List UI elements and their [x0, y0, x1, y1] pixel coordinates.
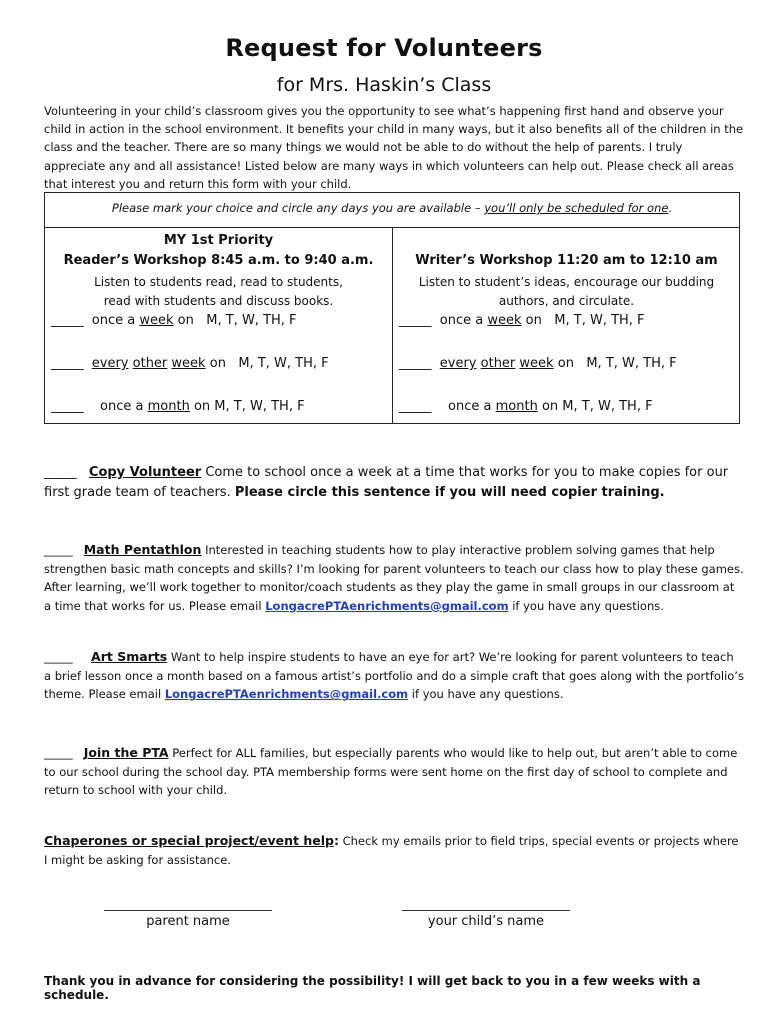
readers-weekly-option[interactable]: _____ once a week on M, T, W, TH, F: [51, 313, 297, 328]
header-end: .: [668, 201, 673, 215]
copy-volunteer-section: [44, 463, 744, 503]
writers-workshop-title: Writer’s Workshop 11:20 am to 12:10 am: [415, 253, 718, 268]
checkbox-blank[interactable]: _____: [44, 465, 77, 480]
writers-desc-2: authors, and circulate.: [498, 294, 635, 308]
checkbox-blank[interactable]: _____: [51, 399, 84, 414]
child-name-line[interactable]: ____________________________: [402, 897, 570, 911]
checkbox-blank[interactable]: _____: [51, 313, 84, 328]
art-email-link[interactable]: LongacrePTAenrichments@gmail.com: [164, 687, 409, 702]
days-list[interactable]: M, T, W, TH, F: [554, 313, 645, 328]
checkbox-blank[interactable]: _____: [44, 650, 73, 664]
page-title: Request for Volunteers: [225, 34, 543, 62]
parent-name-line[interactable]: ____________________________: [104, 897, 272, 911]
readers-every-other-week-option[interactable]: _____ every other week on M, T, W, TH, F: [51, 356, 329, 371]
writers-desc-1: Listen to student’s ideas, encourage our budding: [418, 275, 715, 289]
join-pta-section: [44, 744, 744, 800]
child-name-label: your child’s name: [427, 914, 545, 929]
days-list[interactable]: M, T, W, TH, F: [238, 356, 329, 371]
priority-label: MY 1st Priority: [163, 233, 274, 248]
checkbox-blank[interactable]: _____: [399, 399, 432, 414]
chaperones-section: Chaperones or special project/event help: Check my emails prior to field trips, special events or projects where I might be asking for assistance.: [44, 833, 739, 867]
page-subtitle: for Mrs. Haskin’s Class: [276, 74, 492, 96]
header-text: Please mark your choice and circle any days you are available –: [111, 201, 485, 215]
intro-paragraph: Volunteering in your child’s classroom gives you the opportunity to see what’s happening first hand and observe your child in action in the school environment. It benefits your child in many ways, but it also benefits all of the children in the class and the teacher. There are so many things we would not be able to do without the help of parents. I truly appreciate any and all assistance! Listed below are many ways in which volunteers can help out. Please check all areas that interest you and return this form with your child.: [44, 104, 744, 191]
art-smarts-section: _____ Art Smarts Want to help inspire students to have an eye for art? We’re looking for parent volunteers to teach a brief lesson once a month based on a famous artist’s portfolio and do a simple craft that goes along with the portfolio’s theme. Please email LongacrePTAenrichments@gmail.com if you have any questions.: [44, 649, 744, 702]
writers-every-other-week-option[interactable]: _____ every other week on M, T, W, TH, F: [399, 356, 677, 371]
days-list[interactable]: M, T, W, TH, F: [214, 399, 305, 414]
writers-weekly-option[interactable]: _____ once a week on M, T, W, TH, F: [399, 313, 645, 328]
writers-monthly-option[interactable]: _____ once a month on M, T, W, TH, F: [399, 399, 653, 414]
days-list[interactable]: M, T, W, TH, F: [562, 399, 653, 414]
math-email-link[interactable]: LongacrePTAenrichments@gmail.com: [265, 598, 509, 613]
art-smarts-title: Art Smarts: [91, 649, 168, 664]
readers-desc-2: read with students and discuss books.: [103, 294, 334, 308]
copy-volunteer-title: Copy Volunteer: [88, 465, 202, 480]
readers-desc-1: Listen to students read, read to students,: [94, 275, 343, 289]
days-list[interactable]: M, T, W, TH, F: [206, 313, 297, 328]
checkbox-blank[interactable]: _____: [399, 313, 432, 328]
art-smarts-text: Want to help inspire students to have an eye for art? We’re looking for parent volunteers to teach a brief lesson once a month based on a famous artist’s portfolio and do a simple craft that goes along with the portfolio’s theme. Please email: [44, 650, 744, 702]
header-emphasis: you’ll only be scheduled for one: [484, 201, 669, 215]
thank-you-note: Thank you in advance for considering the possibility! I will get back to you in a few weeks with a schedule.: [44, 974, 701, 1002]
join-pta-title: Join the PTA: [83, 745, 169, 760]
days-list[interactable]: M, T, W, TH, F: [586, 356, 677, 371]
math-pentathlon-text: Interested in teaching students how to play interactive problem solving games that help strengthen basic math concepts and skills? I’m looking for parent volunteers to teach our class how to play these games. After learning, we’ll work together to monitor/coach students as they play the game in small groups in our classroom at a time that works for us. Please email: [44, 543, 744, 613]
parent-name-label: parent name: [146, 914, 230, 929]
join-pta-text: Perfect for ALL families, but especially parents who would like to help out, but aren’t able to come to our school during the school day. PTA membership forms were sent home on the first day of school to complete and return to school with your child.: [44, 746, 738, 798]
readers-workshop-title: Reader’s Workshop 8:45 a.m. to 9:40 a.m.: [63, 253, 374, 268]
workshop-box-header: [45, 193, 739, 228]
checkbox-blank[interactable]: _____: [44, 543, 73, 557]
chaperones-title: Chaperones or special project/event help: [44, 833, 334, 848]
math-pentathlon-section: _____ Math Pentathlon Interested in teaching students how to play interactive problem solving games that help strengthen basic math concepts and skills? I’m looking for parent volunteers to teach our class how to play these games. After learning, we’ll work together to monitor/coach students as they play the game in small groups in our classroom at a time that works for us. Please email LongacrePTAenrichments@gmail.com if you have any questions.: [44, 542, 744, 613]
checkbox-blank[interactable]: _____: [399, 356, 432, 371]
copy-volunteer-text: Come to school once a week at a time that works for you to make copies for our first grade team of teachers.: [44, 465, 729, 500]
checkbox-blank[interactable]: _____: [51, 356, 84, 371]
checkbox-blank[interactable]: _____: [44, 746, 73, 760]
math-pentathlon-title: Math Pentathlon: [83, 542, 202, 557]
readers-monthly-option[interactable]: _____ once a month on M, T, W, TH, F: [51, 399, 305, 414]
workshop-box: [44, 192, 740, 424]
chaperones-text: Check my emails prior to field trips, special events or projects where I might be asking for assistance.: [44, 834, 739, 867]
copy-training-note: Please circle this sentence if you will need copier training.: [234, 485, 665, 500]
